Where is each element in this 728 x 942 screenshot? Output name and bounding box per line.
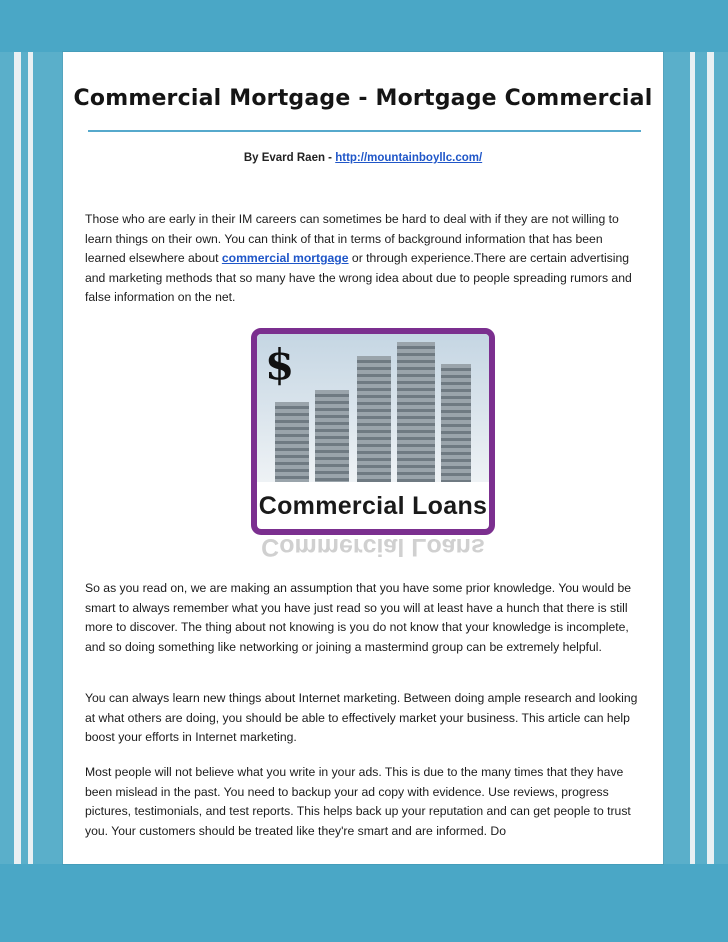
footer-band: [0, 864, 728, 942]
title-rule: [88, 130, 641, 132]
byline: [63, 152, 663, 164]
paragraph-1: [85, 210, 645, 308]
image-caption: Commercial Loans: [258, 492, 488, 520]
paragraph-1-text-b: or through experience.There are certain advertising and marketing methods that so many have the wrong idea about due to people spreading rumors and false information on the net.: [85, 251, 632, 304]
page-title: Commercial Mortgage - Mortgage Commercial: [73, 86, 653, 111]
decor-stripe-left: [14, 0, 21, 942]
dollar-icon: $: [265, 340, 295, 389]
paragraph-3: You can always learn new things about Internet marketing. Between doing ample research and looking at what others are doing, you should be able to effectively market your business. This article can help boost your efforts in Internet marketing.: [85, 691, 638, 744]
buildings-photo: [257, 334, 489, 482]
decor-stripe-left-2: [28, 0, 33, 942]
decor-stripe-right-2: [707, 0, 714, 942]
caption-reflection: Commercial Loans: [261, 533, 485, 561]
paragraph-1-text-a: Those who are early in their IM careers can sometimes be hard to deal with if they are not willing to learn things on their own. You can think of that in terms of background information that has been learned elsewhere about: [85, 212, 619, 265]
commercial-loans-image: [251, 328, 495, 535]
paragraph-4: Most people will not believe what you write in your ads. This is due to the many times that they have been mislead in the past. You need to backup your ad copy with evidence. Use reviews, progress pictures, testimonials, and test reports. This helps back up your reputation and can get people to trust you. Your customers should be treated like they're smart and are informed. Do: [85, 765, 631, 838]
byline-author: By Evard Raen -: [243, 152, 336, 164]
document-page: [63, 52, 663, 864]
paragraph-2: So as you read on, we are making an assumption that you have some prior knowledge. You would be smart to always remember what you have just read so you will at least have a hunch that there is still more to discover. The thing about not knowing is you do not know that your knowledge is incomplete, and so doing something like networking or joining a mastermind group can be extremely helpful.: [85, 581, 632, 654]
byline-link[interactable]: http://mountainboyllc.com/: [335, 152, 483, 164]
header-band: [0, 0, 728, 52]
commercial-mortgage-link[interactable]: commercial mortgage: [221, 251, 349, 265]
decor-stripe-right: [690, 0, 695, 942]
